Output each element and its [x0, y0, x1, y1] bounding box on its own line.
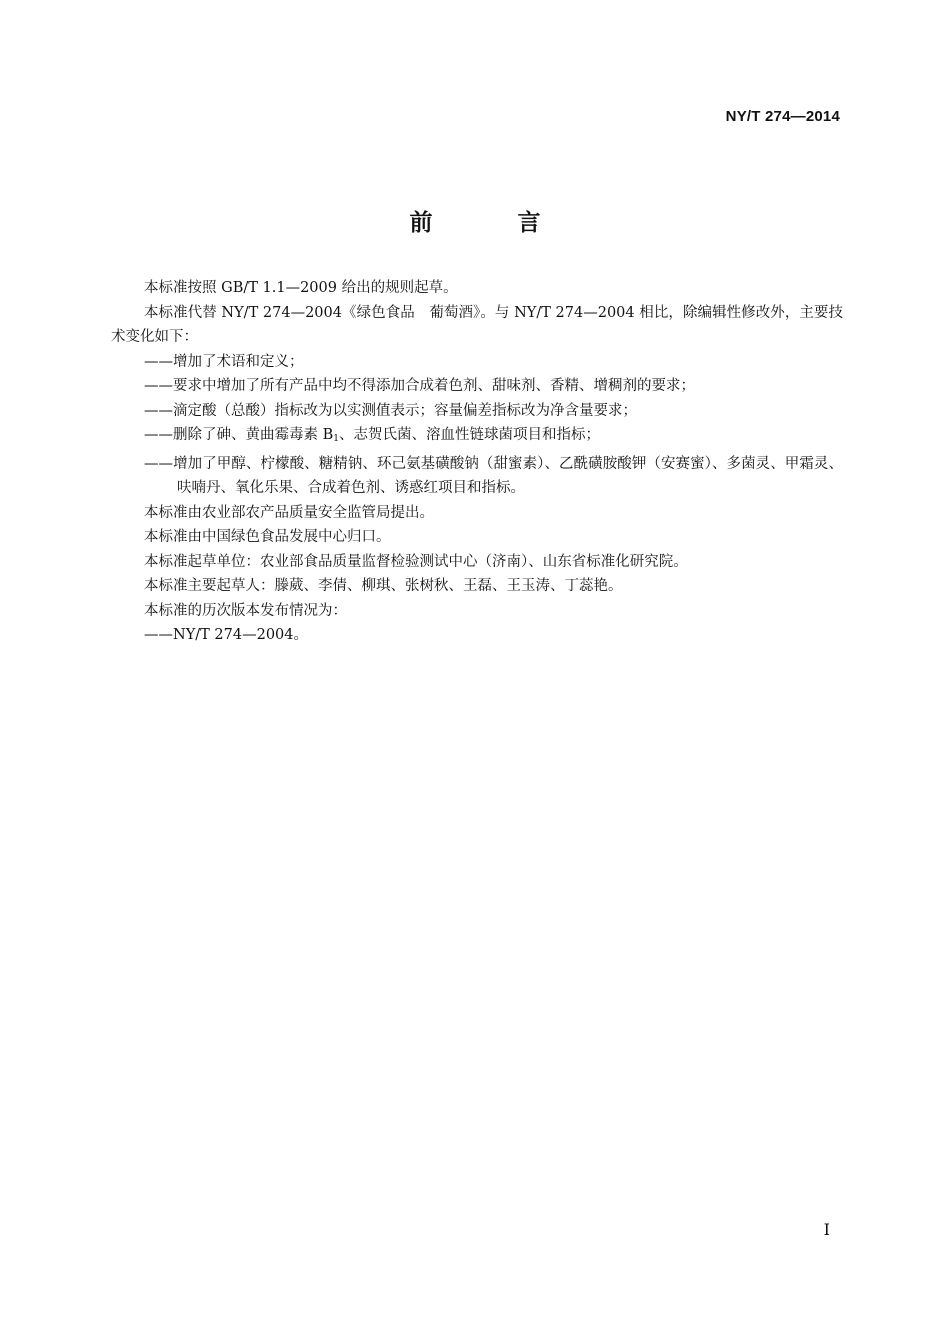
page-title: 前言: [409, 210, 626, 236]
paragraph-version-history: 本标准的历次版本发布情况为：: [144, 602, 347, 619]
paragraph-replacement: 本标准代替 NY/T 274—2004《绿色食品 葡萄酒》。与 NY/T 274—2004 相比，除编辑性修改外，主要技术变化如下：: [111, 304, 843, 345]
list-item-additives: ——要求中增加了所有产品中均不得添加合成着色剂、甜味剂、香精、增稠剂的要求；: [144, 378, 695, 394]
list-item-removed: [111, 423, 843, 452]
page-number: I: [823, 1220, 830, 1239]
paragraph-drafting-rules: 本标准按照 GB/T 1.1—2009 给出的规则起草。: [144, 280, 458, 296]
list-item-terms: ——增加了术语和定义；: [144, 353, 304, 370]
list-item-removed-pre: ——删除了砷、黄曲霉毒素 B: [144, 427, 334, 443]
list-item-removed-post: 、志贺氏菌、溶血性链球菌项目和指标；: [339, 427, 600, 443]
paragraph-drafting-units: 本标准起草单位：农业部食品质量监督检验测试中心（济南）、山东省标准化研究院。: [144, 553, 688, 570]
document-body: [111, 276, 843, 648]
list-item-added-items: ——增加了甲醇、柠檬酸、糖精钠、环己氨基磺酸钠（甜蜜素）、乙酰磺胺酸钾（安赛蜜）、多菌灵、甲霜灵、呋喃丹、氧化乐果、合成着色剂、诱惑红项目和指标。: [144, 455, 843, 496]
standard-code: NY/T 274—2014: [725, 108, 840, 125]
paragraph-drafters: 本标准主要起草人：滕葳、李倩、柳琪、张树秋、王磊、王玉涛、丁蕊艳。: [144, 578, 623, 594]
list-item-acidity: ——滴定酸（总酸）指标改为以实测值表示；容量偏差指标改为净含量要求；: [144, 402, 637, 419]
list-item-removed-subscript: 1: [333, 434, 339, 444]
list-item-previous-version: ——NY/T 274—2004。: [144, 627, 309, 643]
paragraph-centralized-by: 本标准由中国绿色食品发展中心归口。: [144, 529, 391, 545]
paragraph-proposed-by: 本标准由农业部农产品质量安全监管局提出。: [144, 504, 434, 521]
